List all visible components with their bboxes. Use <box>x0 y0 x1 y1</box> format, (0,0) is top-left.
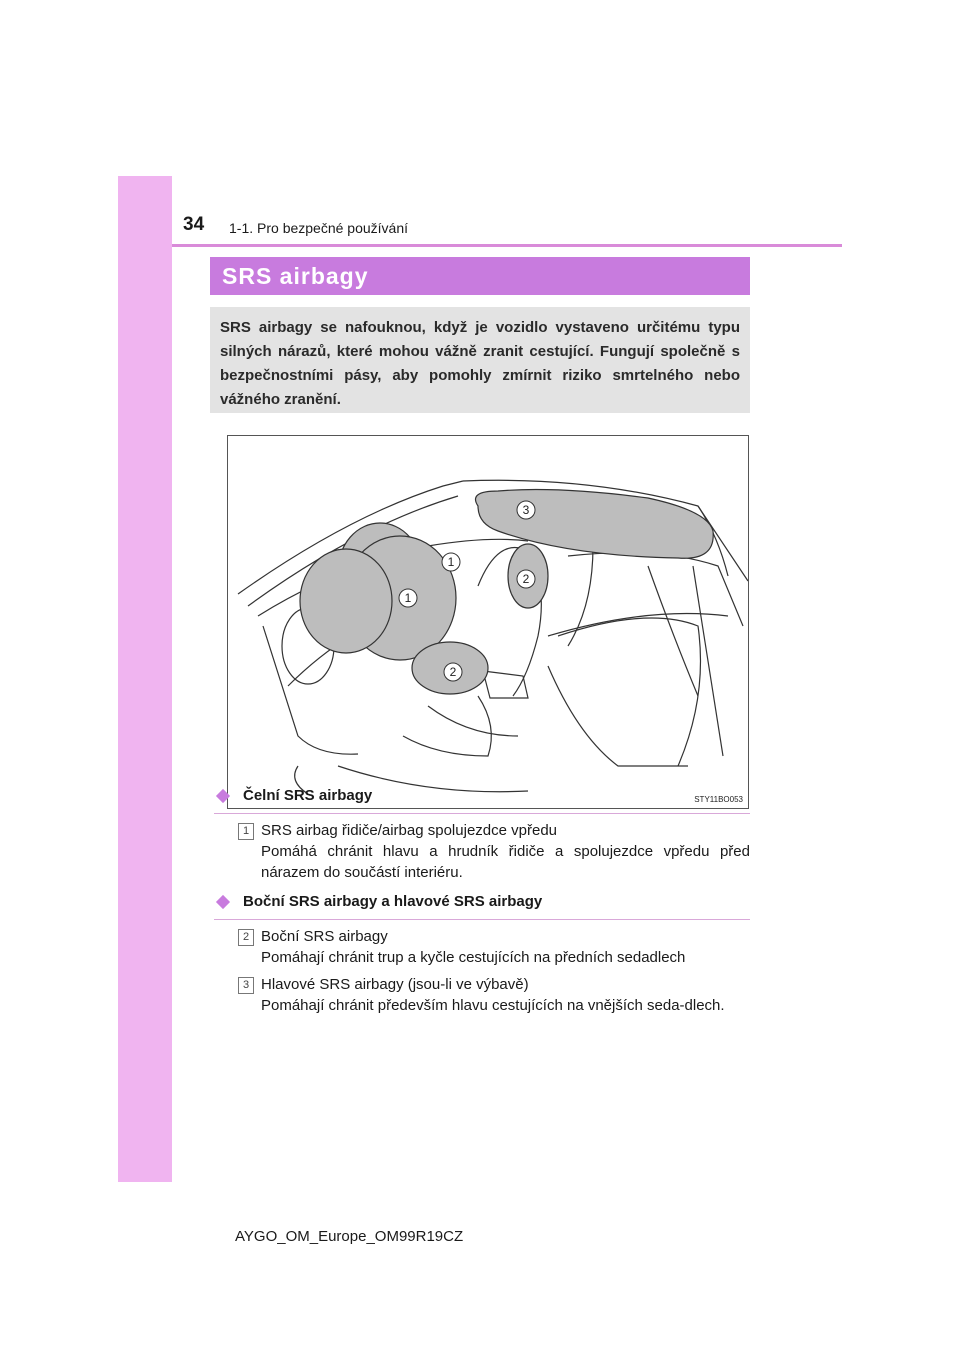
diamond-icon <box>216 789 230 803</box>
number-badge: 1 <box>238 823 254 840</box>
figure-code: STY11BO053 <box>694 795 743 804</box>
number-badge: 3 <box>238 977 254 994</box>
list-item-3 <box>238 974 750 1016</box>
item-title: Hlavové SRS airbagy (jsou-li ve výbavě) <box>261 976 529 993</box>
callout-3: 3 <box>522 503 530 517</box>
intro-box <box>210 307 750 413</box>
airbag-illustration <box>227 435 749 809</box>
document-footer: AYGO_OM_Europe_OM99R19CZ <box>235 1228 464 1245</box>
item-text: Pomáhají chránit především hlavu cestujících na vnějších seda-dlech. <box>261 997 725 1014</box>
section-heading-front <box>214 787 750 814</box>
intro-text: SRS airbagy se nafouknou, když je vozidlo vystaveno určitému typu silných nárazů, které mohou vážně zranit cestující. Fungují společně s bezpečnostními pásy, aby pomohly zmírnit riziko smrtelného nebo vážného zranění. <box>220 319 740 408</box>
section-title: SRS airbagy <box>222 263 369 289</box>
section-title-bar <box>210 257 750 295</box>
chapter-title: 1-1. Pro bezpečné používání <box>229 220 409 236</box>
item-title: SRS airbag řidiče/airbag spolujezdce vpředu <box>261 822 558 839</box>
item-text: Pomáhají chránit trup a kyčle cestujících na předních sedadlech <box>261 949 686 966</box>
section-heading-side <box>214 893 750 920</box>
section-heading-label: Čelní SRS airbagy <box>243 787 373 804</box>
side-tab <box>118 176 172 1182</box>
callout-1b: 1 <box>404 591 412 605</box>
item-title: Boční SRS airbagy <box>261 928 388 945</box>
list-item-2 <box>238 926 750 968</box>
car-interior-drawing <box>228 436 748 808</box>
item-text: Pomáhá chránit hlavu a hrudník řidiče a spolujezdce vpředu před nárazem do součástí interiéru. <box>261 843 750 881</box>
diamond-icon <box>216 895 230 909</box>
callout-1a: 1 <box>447 555 455 569</box>
page-number: 34 <box>183 214 205 235</box>
callout-2b: 2 <box>449 665 457 679</box>
number-badge: 2 <box>238 929 254 946</box>
header-rule <box>172 244 842 247</box>
callout-2a: 2 <box>522 572 530 586</box>
list-item-1 <box>238 820 750 883</box>
section-heading-label: Boční SRS airbagy a hlavové SRS airbagy <box>243 893 543 910</box>
